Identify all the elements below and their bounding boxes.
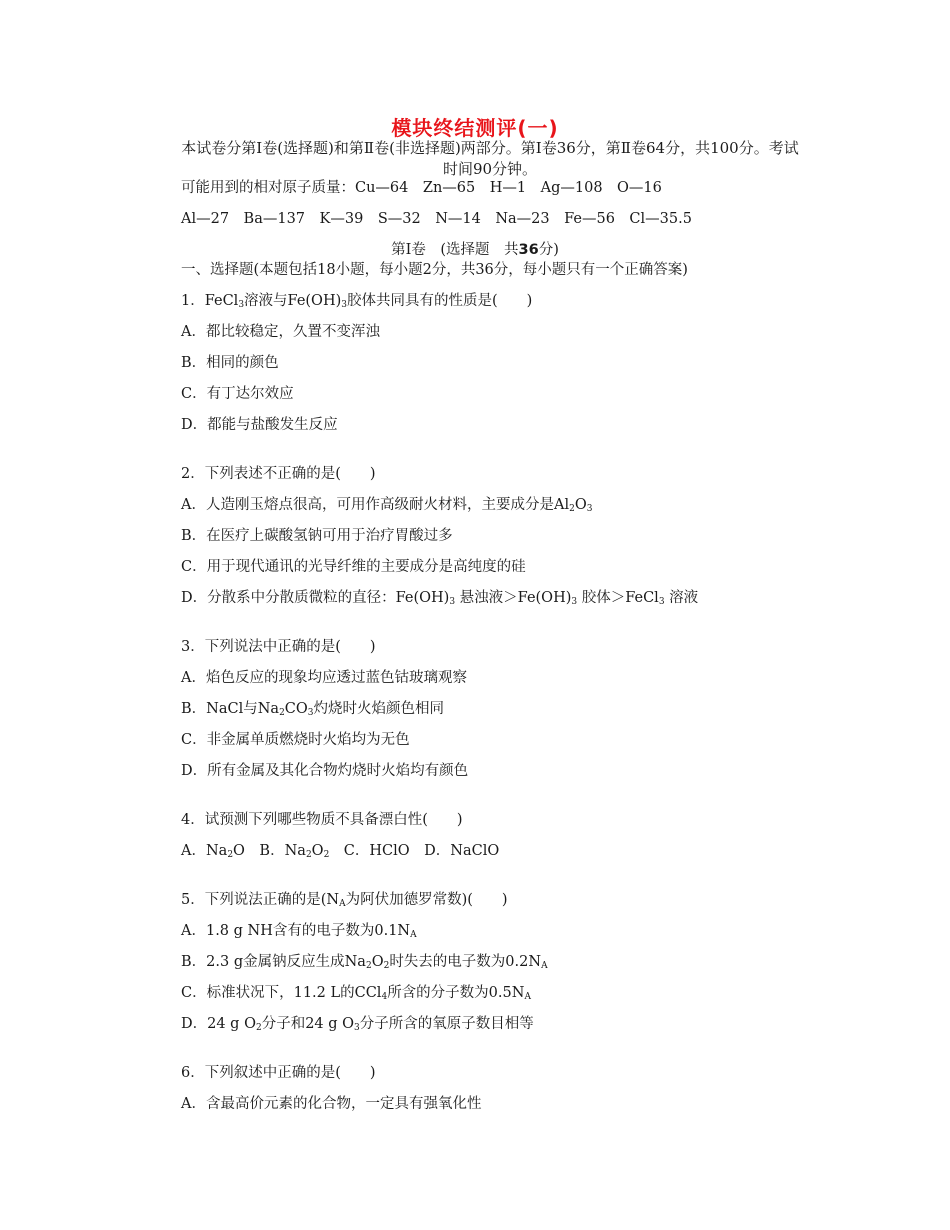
q3-stem: 3．下列说法中正确的是( ) xyxy=(181,639,376,655)
q5-stem: 5．下列说法正确的是($N_A$为阿伏加德罗常数)( ) xyxy=(181,892,508,909)
page-title: 模块终结测评(一) xyxy=(391,116,559,140)
q1-stem: 1．FeCl$_3$溶液与$Fe(OH)_3$胶体共同具有的性质是( ) xyxy=(181,293,533,310)
atomic-masses-line-1: 可能用到的相对原子质量：Cu—64 Zn—65 H—1 Ag—108 O—16 xyxy=(181,180,662,196)
q2-option-c: C．用于现代通讯的光导纤维的主要成分是高纯度的硅 xyxy=(181,559,526,575)
q4-stem: 4．试预测下列哪些物质不具备漂白性( ) xyxy=(181,812,463,828)
q4-options: A．$Na_2O$ B．$Na_2O_2$ C．HClO D．NaClO xyxy=(181,843,500,860)
q6-option-a: A．含最高价元素的化合物，一定具有强氧化性 xyxy=(181,1096,482,1112)
q3-option-b: B．NaCl与$Na_2CO_3$灼烧时火焰颜色相同 xyxy=(181,701,445,718)
q1-option-c: C．有丁达尔效应 xyxy=(181,386,294,402)
q2-option-d: D．分散系中分散质微粒的直径：$Fe(OH)_3$ 悬浊液$>Fe(OH)_3$ 胶体＞FeCl$_3$ 溶液 xyxy=(181,590,699,607)
q1-option-a: A．都比较稳定，久置不变浑浊 xyxy=(181,324,380,340)
q1-option-d: D．都能与盐酸发生反应 xyxy=(181,417,338,433)
section1-header: 一、选择题(本题包括18小题，每小题2分，共36分，每小题只有一个正确答案) xyxy=(181,262,688,278)
q2-option-b: B．在医疗上碳酸氢钠可用于治疗胃酸过多 xyxy=(181,528,453,544)
q3-option-d: D．所有金属及其化合物灼烧时火焰均有颜色 xyxy=(181,763,469,779)
q3-option-a: A．焰色反应的现象均应透过蓝色钴玻璃观察 xyxy=(181,670,467,686)
q5-option-b: B．2.3 g金属钠反应生成$Na_2O_2$时失去的电子数为$0.2N_A$ xyxy=(181,954,548,971)
q6-stem: 6．下列叙述中正确的是( ) xyxy=(181,1065,376,1081)
q1-option-b: B．相同的颜色 xyxy=(181,355,279,371)
q2-stem: 2．下列表述不正确的是( ) xyxy=(181,466,376,482)
q5-option-a: A．1.8 g NH含有的电子数为$0.1N_A$ xyxy=(181,923,417,940)
atomic-masses-line-2: Al—27 Ba—137 K—39 S—32 N—14 Na—23 Fe—56 Cl—35.5 xyxy=(181,211,692,227)
exam-intro: 本试卷分第Ⅰ卷(选择题)和第Ⅱ卷(非选择题)两部分。第Ⅰ卷36分，第Ⅱ卷64分，共100分。考试时间90分钟。 xyxy=(181,139,799,178)
q5-option-d: D．24 g $O_2$分子和24 g $O_3$分子所含的氧原子数目相等 xyxy=(181,1016,534,1033)
q3-option-c: C．非金属单质燃烧时火焰均为无色 xyxy=(181,732,410,748)
part1-header: 第Ⅰ卷 (选择题 共36分) xyxy=(391,242,559,258)
q5-option-c: C．标准状况下，11.2 L的CCl$_4$所含的分子数为$0.5N_A$ xyxy=(181,985,531,1002)
q2-option-a: A．人造刚玉熔点很高，可用作高级耐火材料，主要成分是$Al_2O_3$ xyxy=(181,497,593,514)
